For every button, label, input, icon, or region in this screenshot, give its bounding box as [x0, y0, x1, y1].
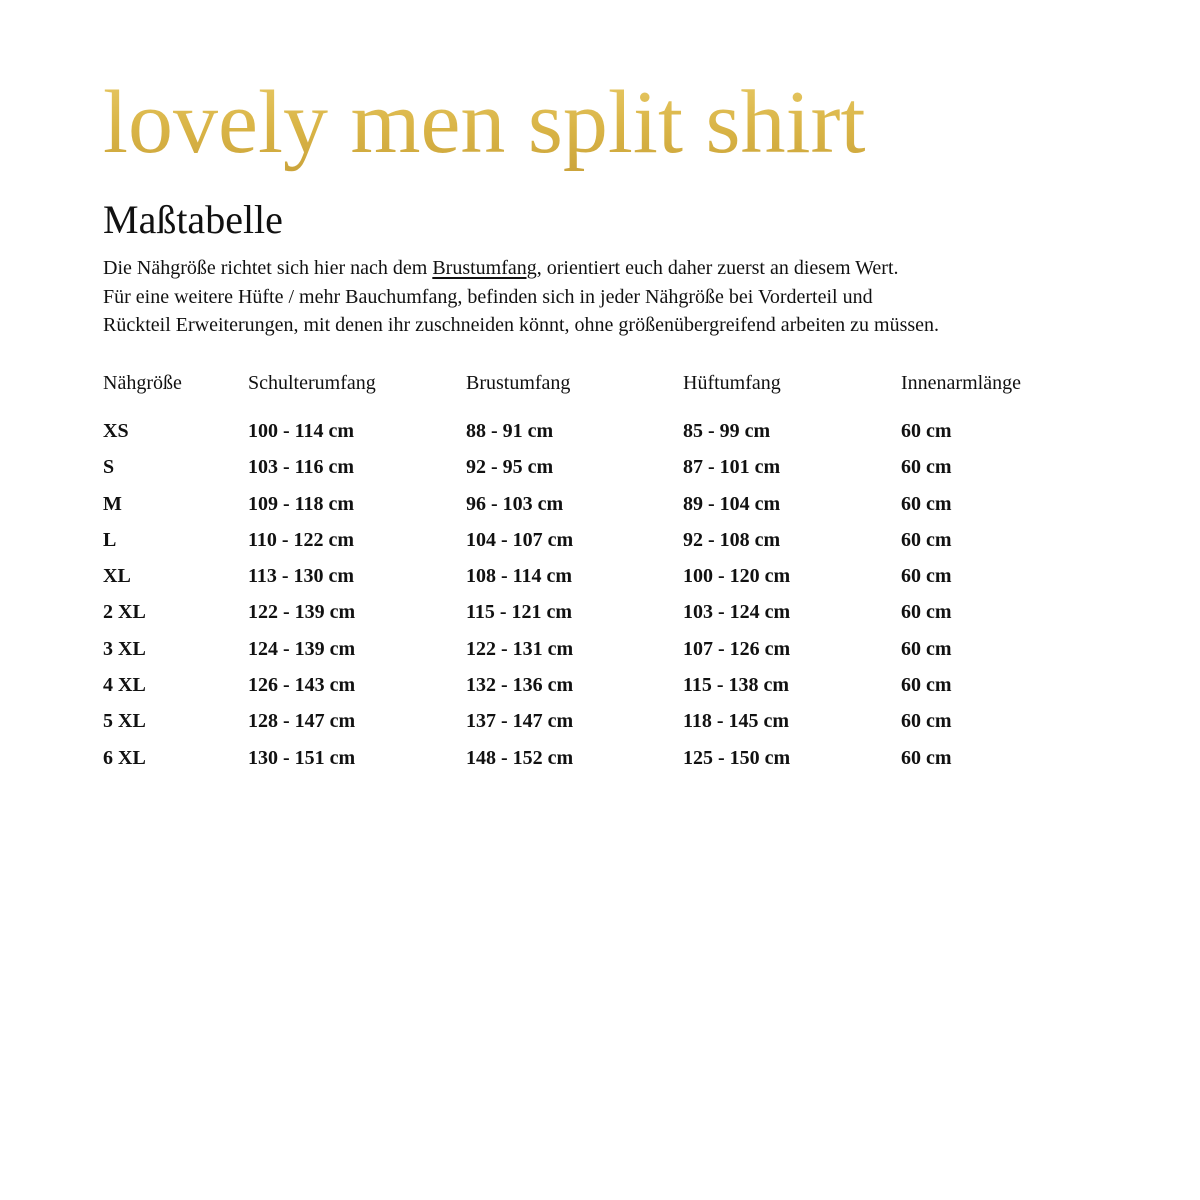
cell-hip: 118 - 145 cm: [683, 710, 790, 733]
cell-inner-arm: 60 cm: [901, 565, 952, 588]
section-title: Maßtabelle: [103, 197, 283, 242]
cell-chest: 88 - 91 cm: [466, 420, 554, 442]
intro-text: Die Nähgröße richtet sich hier nach dem: [103, 257, 433, 279]
cell-chest: 96 - 103 cm: [466, 492, 564, 515]
cell-chest: 148 - 152 cm: [466, 746, 574, 769]
cell-hip: 87 - 101 cm: [683, 456, 781, 479]
header-hip: Hüftumfang: [683, 372, 781, 394]
cell-shoulder: 109 - 118 cm: [248, 492, 355, 515]
cell-hip: 107 - 126 cm: [683, 637, 791, 660]
table-header-row: [103, 366, 1103, 414]
cell-size: 2 XL: [103, 601, 146, 624]
cell-hip: 125 - 150 cm: [683, 746, 791, 769]
cell-shoulder: 113 - 130 cm: [248, 565, 355, 588]
table-row: [103, 414, 1103, 450]
cell-inner-arm: 60 cm: [901, 420, 952, 442]
cell-hip: 92 - 108 cm: [683, 528, 781, 551]
intro-line-3: Rückteil Erweiterungen, mit denen ihr zuschneiden könnt, ohne größenübergreifend arbeiten zu müssen.: [103, 314, 940, 336]
cell-chest: 92 - 95 cm: [466, 456, 554, 479]
cell-hip: 85 - 99 cm: [683, 420, 771, 442]
cell-chest: 137 - 147 cm: [466, 710, 574, 733]
cell-size: L: [103, 528, 117, 551]
cell-inner-arm: 60 cm: [901, 637, 952, 660]
header-chest: Brustumfang: [466, 372, 571, 394]
cell-hip: 89 - 104 cm: [683, 492, 781, 515]
table-row: [103, 741, 1103, 777]
table-row: [103, 632, 1103, 668]
intro-line-2: Für eine weitere Hüfte / mehr Bauchumfang, befinden sich in jeder Nähgröße bei Vorderteil und: [103, 285, 873, 308]
cell-shoulder: 103 - 116 cm: [248, 456, 355, 479]
table-row: [103, 668, 1103, 704]
page-title: lovely men split shirt: [103, 68, 865, 178]
header-size: Nähgröße: [103, 372, 182, 394]
cell-size: XS: [103, 420, 129, 442]
cell-size: XL: [103, 565, 131, 588]
cell-inner-arm: 60 cm: [901, 601, 952, 624]
cell-inner-arm: 60 cm: [901, 674, 952, 697]
intro-paragraph: [103, 254, 1163, 340]
table-row: [103, 487, 1103, 523]
table-body: [103, 414, 1103, 777]
table-row: [103, 523, 1103, 559]
cell-chest: 104 - 107 cm: [466, 528, 574, 551]
cell-shoulder: 128 - 147 cm: [248, 710, 356, 733]
table-row: [103, 559, 1103, 595]
cell-inner-arm: 60 cm: [901, 528, 952, 551]
cell-inner-arm: 60 cm: [901, 456, 952, 479]
intro-text: , orientiert euch daher zuerst an diesem Wert.: [536, 257, 899, 279]
cell-chest: 122 - 131 cm: [466, 637, 574, 660]
underlined-keyword: Brustumfang: [432, 257, 537, 279]
cell-hip: 100 - 120 cm: [683, 565, 791, 588]
intro-line-1: [103, 254, 1163, 283]
cell-shoulder: 126 - 143 cm: [248, 674, 356, 697]
table-row: [103, 595, 1103, 631]
cell-size: 5 XL: [103, 710, 146, 733]
header-inner-arm: Innenarmlänge: [901, 372, 1021, 394]
cell-size: 3 XL: [103, 637, 146, 660]
cell-shoulder: 130 - 151 cm: [248, 746, 356, 769]
header-shoulder: Schulterumfang: [248, 372, 376, 394]
cell-size: S: [103, 456, 115, 479]
cell-inner-arm: 60 cm: [901, 710, 952, 733]
size-table: [103, 366, 1103, 777]
cell-chest: 108 - 114 cm: [466, 565, 573, 588]
cell-shoulder: 100 - 114 cm: [248, 420, 355, 442]
cell-size: 6 XL: [103, 746, 146, 769]
cell-hip: 115 - 138 cm: [683, 674, 790, 697]
cell-chest: 132 - 136 cm: [466, 674, 574, 697]
cell-size: M: [103, 492, 122, 515]
cell-hip: 103 - 124 cm: [683, 601, 791, 624]
cell-size: 4 XL: [103, 674, 146, 697]
cell-inner-arm: 60 cm: [901, 492, 952, 515]
cell-shoulder: 124 - 139 cm: [248, 637, 356, 660]
cell-shoulder: 110 - 122 cm: [248, 528, 355, 551]
cell-shoulder: 122 - 139 cm: [248, 601, 356, 624]
cell-inner-arm: 60 cm: [901, 746, 952, 769]
table-row: [103, 704, 1103, 740]
table-row: [103, 450, 1103, 486]
cell-chest: 115 - 121 cm: [466, 601, 573, 624]
